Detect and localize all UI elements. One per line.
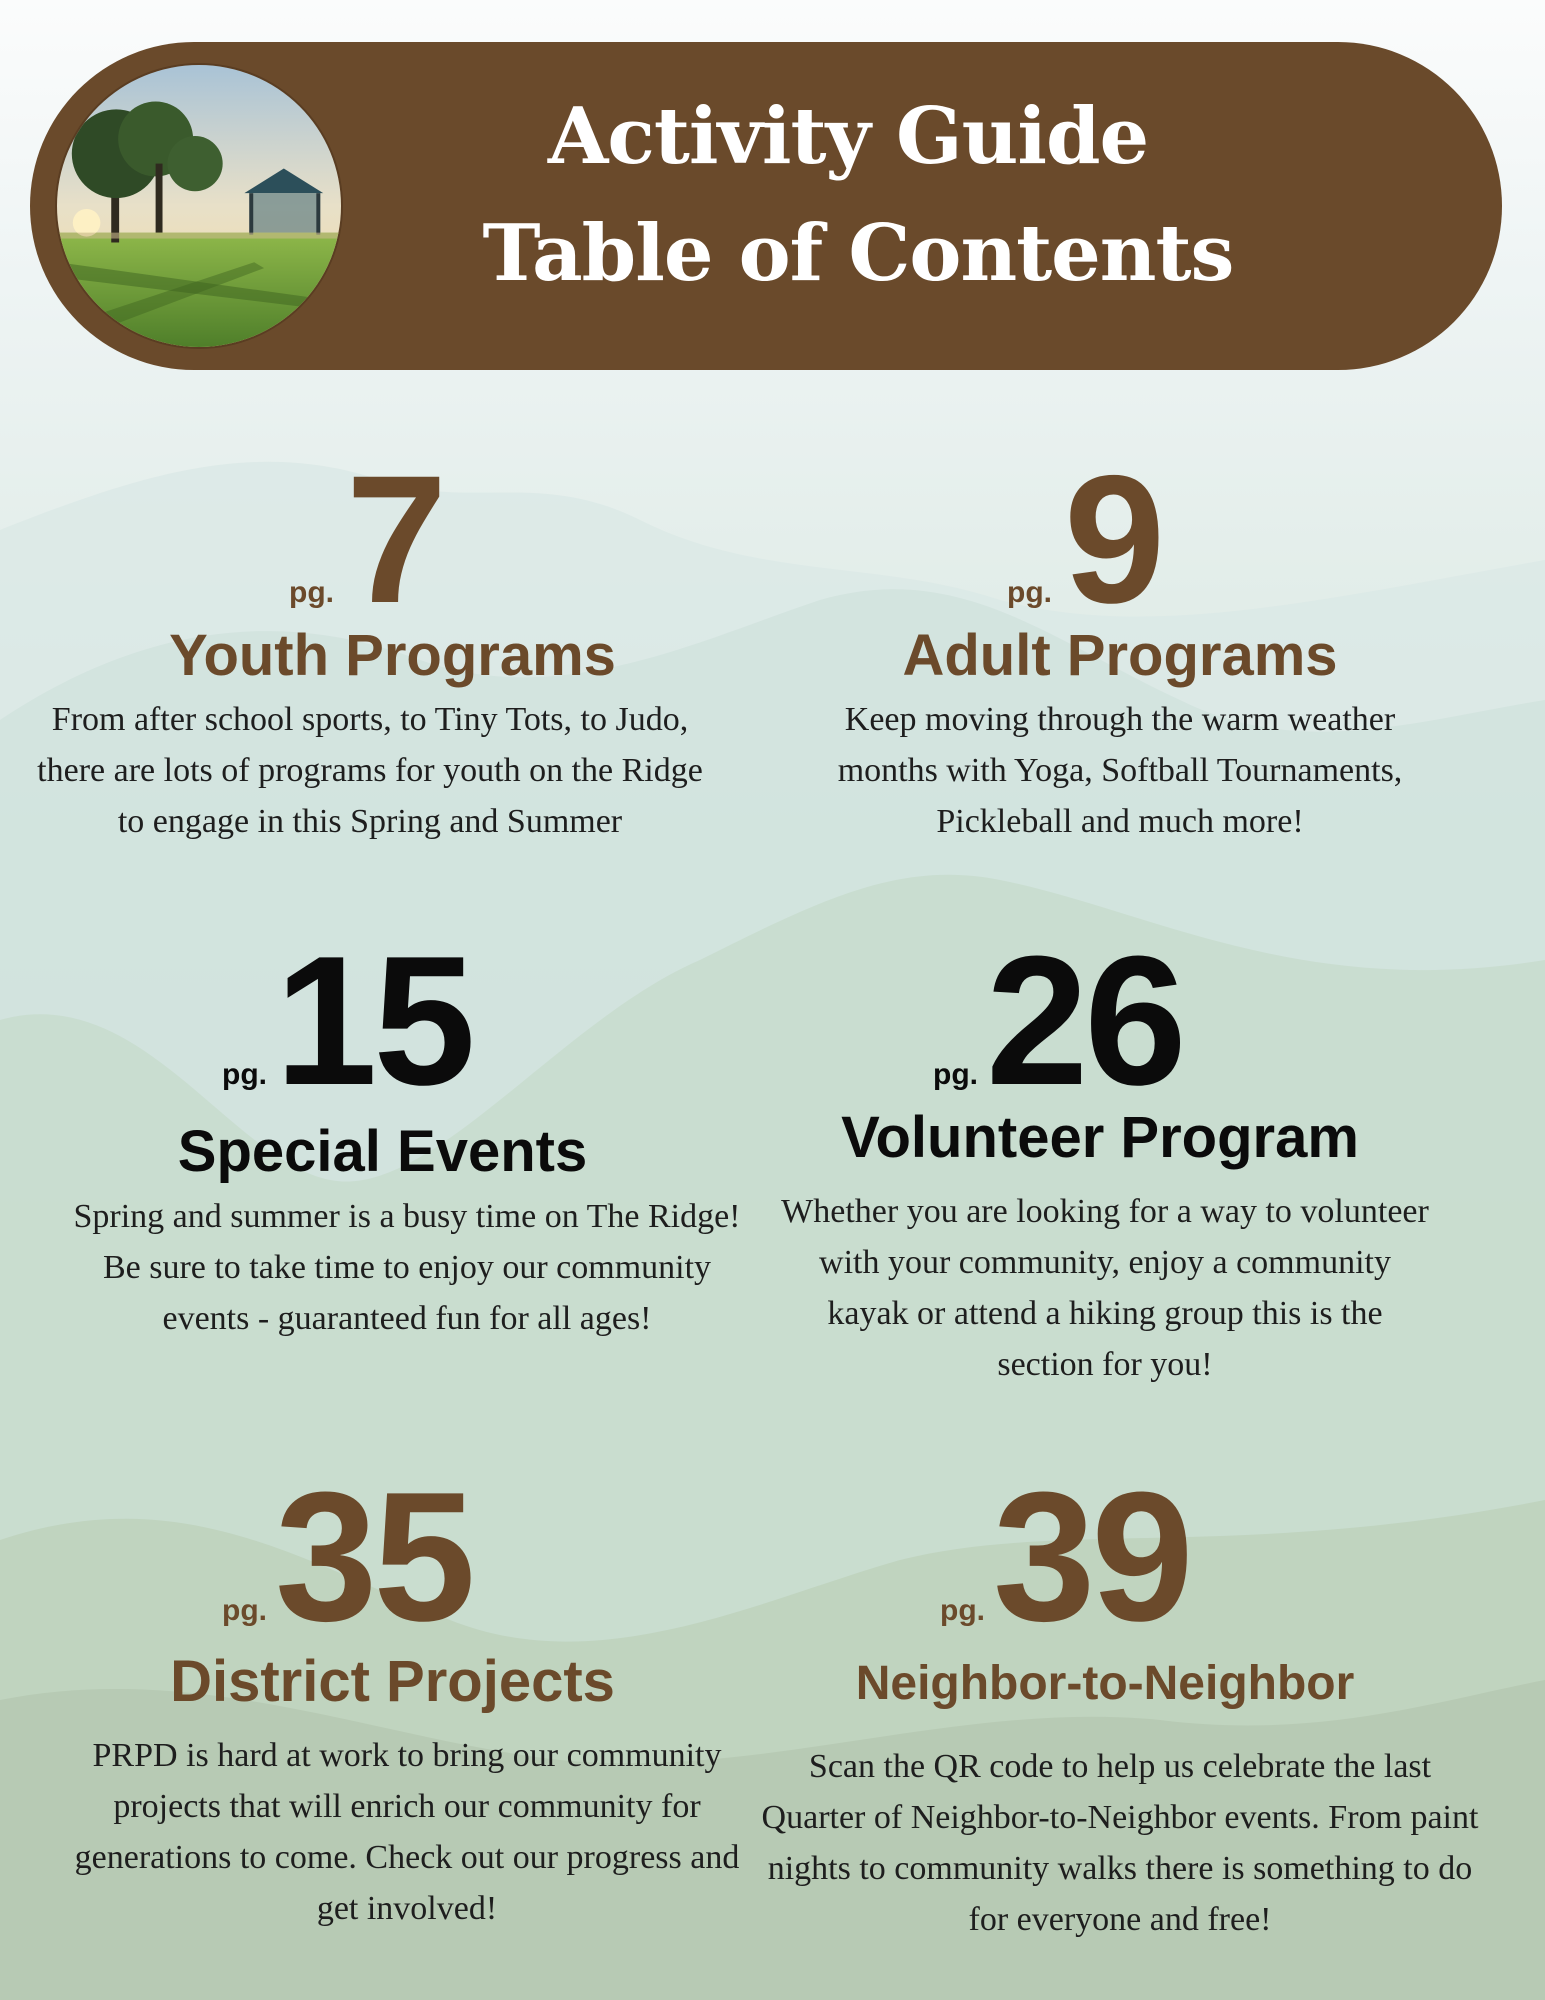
section-title: Volunteer Program xyxy=(841,1105,1359,1170)
page-number: 15 xyxy=(275,917,472,1123)
section-title: Adult Programs xyxy=(902,623,1338,688)
pg-label: pg. xyxy=(933,1058,978,1091)
section-description: Whether you are looking for a way to volunteer with your community, enjoy a community kayak or attend a hiking group this is the section for you! xyxy=(781,1193,1429,1383)
section-title: Neighbor-to-Neighbor xyxy=(855,1657,1355,1710)
section-title: District Projects xyxy=(170,1649,615,1714)
park-gazebo-photo xyxy=(55,63,343,349)
page-number: 9 xyxy=(1064,437,1162,641)
page-number: 7 xyxy=(346,437,444,641)
title-line-2: Table of Contents xyxy=(482,208,1234,299)
pg-label: pg. xyxy=(222,1594,267,1627)
page-number: 39 xyxy=(993,1453,1190,1659)
page-number-row xyxy=(1007,437,1162,641)
page-number: 26 xyxy=(986,917,1183,1123)
page-number-row xyxy=(940,1453,1190,1659)
page-number-row xyxy=(222,1453,472,1659)
page-number-row xyxy=(222,917,472,1123)
section-description: Keep moving through the warm weather months with Yoga, Softball Tournaments, Pickleball and much more! xyxy=(837,701,1403,840)
pg-label: pg. xyxy=(222,1058,267,1091)
section-title: Youth Programs xyxy=(169,623,616,688)
pg-label: pg. xyxy=(940,1594,985,1627)
pg-label: pg. xyxy=(289,576,334,609)
page-number-row xyxy=(289,437,444,641)
page-number: 35 xyxy=(275,1453,472,1659)
section-title: Special Events xyxy=(177,1119,588,1184)
section-description: Spring and summer is a busy time on The Ridge! Be sure to take time to enjoy our community events - guaranteed fun for all ages! xyxy=(73,1198,741,1337)
section-description: From after school sports, to Tiny Tots, to Judo, there are lots of programs for youth on the Ridge to engage in this Spring and Summer xyxy=(37,701,703,840)
title-line-1: Activity Guide xyxy=(547,91,1149,182)
section-description: Scan the QR code to help us celebrate the last Quarter of Neighbor-to-Neighbor events. From paint nights to community walks there is something to do for everyone and free! xyxy=(761,1748,1479,1938)
page-number-row xyxy=(933,917,1183,1123)
pg-label: pg. xyxy=(1007,576,1052,609)
section-description: PRPD is hard at work to bring our community projects that will enrich our community for generations to come. Check out our progress and get involved! xyxy=(74,1737,740,1927)
